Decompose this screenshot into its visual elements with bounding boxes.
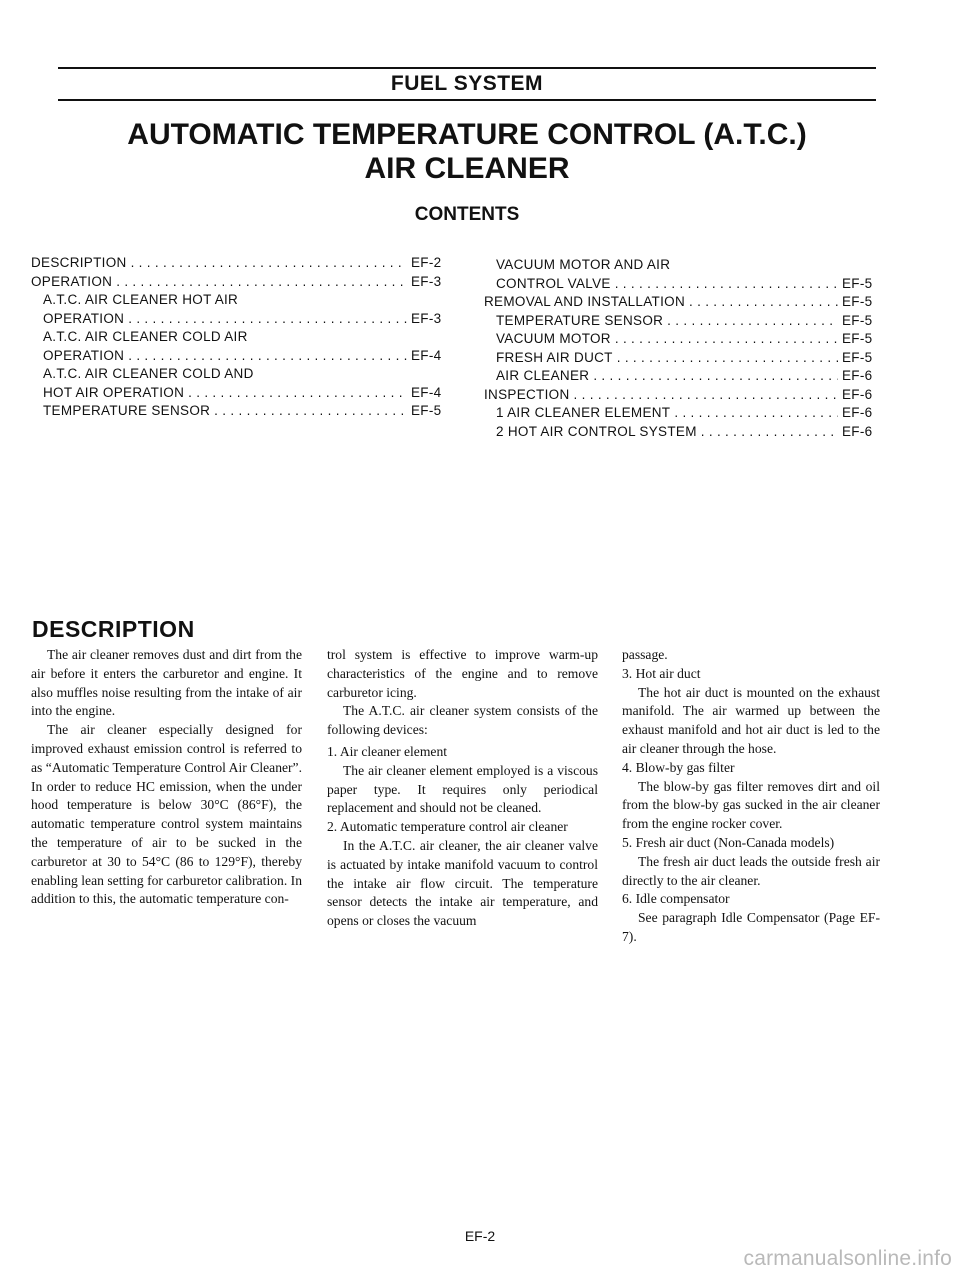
toc-leader-dots bbox=[617, 349, 838, 368]
list-item-body: In the A.T.C. air cleaner, the air cleaner valve is actuated by intake manifold vacuum to control the intake air flow circuit. The temperature sensor detects the intake air temperature, and opens or closes the vacuum bbox=[327, 837, 598, 929]
toc-entry bbox=[31, 347, 447, 366]
toc-entry-label: VACUUM MOTOR bbox=[496, 331, 611, 346]
toc-entry-label: TEMPERATURE SENSOR bbox=[496, 312, 664, 328]
toc-entry-label: INSPECTION bbox=[484, 386, 570, 402]
toc-entry bbox=[484, 423, 878, 442]
watermark: carmanualsonline.info bbox=[743, 1247, 952, 1270]
toc-entry-title: A.T.C. AIR CLEANER COLD AND bbox=[43, 366, 254, 381]
toc-entry bbox=[484, 293, 878, 312]
list-item-title: 5. Fresh air duct (Non-Canada models) bbox=[622, 834, 835, 850]
toc-entry bbox=[484, 330, 878, 349]
list-item-body: The fresh air duct leads the outside fresh air directly to the air cleaner. bbox=[622, 853, 880, 888]
toc-entry-title: A.T.C. AIR CLEANER HOT AIR bbox=[43, 292, 239, 307]
toc-entry bbox=[484, 275, 878, 294]
toc-leader-dots bbox=[615, 275, 838, 294]
toc-page-ref: EF-5 bbox=[842, 275, 873, 291]
list-item-title: 1. Air cleaner element bbox=[327, 743, 448, 759]
toc-entry bbox=[31, 384, 447, 403]
toc-page-ref: EF-5 bbox=[842, 294, 873, 309]
toc-entry-label: 1 AIR CLEANER ELEMENT bbox=[496, 405, 671, 420]
toc-page-ref: EF-4 bbox=[411, 384, 442, 400]
paragraph: trol system is effective to improve warm-up characteristics of the engine and to remove carburetor icing. bbox=[327, 647, 598, 700]
toc-entry-label: AIR CLEANER bbox=[496, 368, 590, 383]
toc-entry bbox=[31, 402, 447, 421]
list-item-body: The hot air duct is mounted on the exhaust manifold. The air warmed up between the exhaust manifold and hot air duct is led to the air cleaner through the hose. bbox=[622, 684, 880, 756]
toc-entry bbox=[484, 404, 878, 423]
section-header: FUEL SYSTEM bbox=[390, 72, 544, 95]
toc-page-ref: EF-3 bbox=[411, 310, 442, 326]
toc-entry bbox=[31, 254, 447, 273]
text-column-2 bbox=[327, 646, 598, 931]
toc-page-ref: EF-6 bbox=[842, 405, 873, 420]
toc-left-column bbox=[31, 254, 447, 421]
list-item-body: See paragraph Idle Compensator (Page EF-7). bbox=[622, 910, 880, 944]
toc-entry bbox=[31, 273, 447, 292]
toc-leader-dots bbox=[128, 310, 407, 329]
header-rule-bottom bbox=[58, 99, 876, 101]
toc-entry-label: FRESH AIR DUCT bbox=[496, 349, 613, 365]
toc-entry-label: OPERATION bbox=[43, 347, 125, 363]
toc-entry-label: TEMPERATURE SENSOR bbox=[43, 403, 211, 418]
toc-entry bbox=[484, 367, 878, 386]
toc-page-ref: EF-5 bbox=[842, 331, 873, 346]
description-heading: DESCRIPTION bbox=[32, 616, 195, 642]
toc-leader-dots bbox=[214, 402, 407, 421]
toc-page-ref: EF-6 bbox=[842, 386, 873, 402]
toc-entry bbox=[484, 386, 878, 405]
list-item-body: The blow-by gas filter removes dirt and oil from the blow-by gas sucked in the air cleaner from the engine rocker cover. bbox=[622, 778, 880, 832]
contents-heading: CONTENTS bbox=[414, 204, 520, 225]
toc-leader-dots bbox=[574, 386, 838, 405]
toc-leader-dots bbox=[131, 254, 407, 273]
toc-page-ref: EF-6 bbox=[842, 423, 873, 439]
toc-leader-dots bbox=[667, 312, 838, 331]
page-title-line2: AIR CLEANER bbox=[364, 152, 570, 185]
toc-entry-label: HOT AIR OPERATION bbox=[43, 384, 185, 400]
paragraph: The air cleaner especially designed for improved exhaust emission control is referred to as “Automatic Temperature Control Air Cleaner”. In order to reduce HC emission, when the under hood temperature is below 30°C (86°F), the automatic temperature control system maintains the temperature of air to be sucked in the carburetor at 30 to 54°C (86 to 129°F), thereby enabling lean setting for carburetor calibration. In addition to this, the automatic temperature con- bbox=[31, 722, 302, 907]
toc-leader-dots bbox=[689, 293, 838, 312]
page-number: EF-2 bbox=[464, 1228, 496, 1244]
toc-page-ref: EF-3 bbox=[411, 273, 442, 289]
paragraph: The air cleaner removes dust and dirt from the air before it enters the carburetor and engine. It also muffles noise resulting from the intake of air into the engine. bbox=[31, 647, 302, 719]
toc-entry-label: OPERATION bbox=[43, 310, 125, 326]
header-rule-top bbox=[58, 67, 876, 69]
toc-leader-dots bbox=[615, 330, 838, 349]
list-item-title: 4. Blow-by gas filter bbox=[622, 759, 735, 775]
toc-entry-label: OPERATION bbox=[31, 273, 113, 289]
toc-right-column bbox=[484, 256, 878, 441]
toc-page-ref: EF-4 bbox=[411, 347, 442, 363]
toc-entry-label: CONTROL VALVE bbox=[496, 275, 611, 291]
toc-page-ref: EF-2 bbox=[411, 255, 442, 270]
paragraph: passage. bbox=[622, 647, 668, 662]
toc-entry-label: 2 HOT AIR CONTROL SYSTEM bbox=[496, 423, 697, 439]
toc-page-ref: EF-5 bbox=[842, 349, 873, 365]
page-title-line1: AUTOMATIC TEMPERATURE CONTROL (A.T.C.) bbox=[127, 118, 807, 151]
toc-page-ref: EF-5 bbox=[842, 312, 873, 328]
toc-entry-label: DESCRIPTION bbox=[31, 255, 127, 270]
toc-entry-label: REMOVAL AND INSTALLATION bbox=[484, 294, 685, 309]
toc-leader-dots bbox=[674, 404, 838, 423]
toc-page-ref: EF-5 bbox=[411, 403, 442, 418]
text-column-1 bbox=[31, 646, 302, 909]
toc-entry-title: A.T.C. AIR CLEANER COLD AIR bbox=[43, 329, 248, 344]
toc-leader-dots bbox=[593, 367, 838, 386]
toc-leader-dots bbox=[701, 423, 838, 442]
text-column-3 bbox=[622, 646, 880, 947]
paragraph: The A.T.C. air cleaner system consists of the following devices: bbox=[327, 703, 598, 738]
toc-leader-dots bbox=[188, 384, 407, 403]
list-item-title: 2. Automatic temperature control air cleaner bbox=[327, 819, 568, 835]
toc-entry bbox=[484, 312, 878, 331]
list-item-title: 3. Hot air duct bbox=[622, 665, 701, 681]
list-item-title: 6. Idle compensator bbox=[622, 891, 730, 907]
toc-entry bbox=[484, 349, 878, 368]
toc-entry bbox=[31, 310, 447, 329]
toc-entry-title: VACUUM MOTOR AND AIR bbox=[496, 257, 671, 272]
toc-page-ref: EF-6 bbox=[842, 368, 873, 383]
toc-leader-dots bbox=[128, 347, 407, 366]
list-item-body: The air cleaner element employed is a viscous paper type. It requires only periodical replacement and should not be cleaned. bbox=[327, 762, 598, 816]
toc-leader-dots bbox=[116, 273, 407, 292]
